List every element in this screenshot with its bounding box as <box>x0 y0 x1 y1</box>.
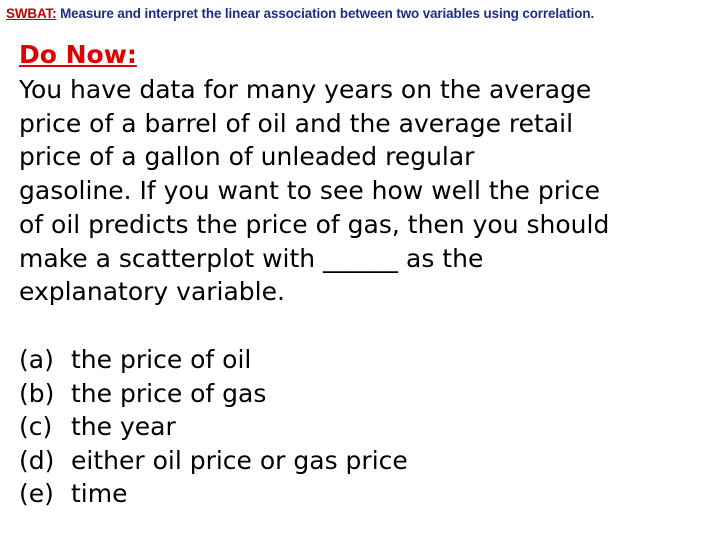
question-line: gasoline. If you want to see how well the price <box>19 176 601 206</box>
question-line: You have data for many years on the average <box>19 75 592 104</box>
choice-letter: (d) <box>19 445 55 475</box>
choice-text: the year <box>71 412 176 441</box>
choice-letter: (b) <box>19 378 55 408</box>
question-line: price of a barrel of oil and the average retail <box>19 108 574 138</box>
choice-letter: (e) <box>19 479 54 508</box>
do-now-title: Do Now: <box>19 40 137 69</box>
objective-header <box>6 6 718 21</box>
choice-text: the price of gas <box>71 378 267 408</box>
question-line: of oil predicts the price of gas, then you should <box>19 209 610 239</box>
question-line: make a scatterplot with ______ as the <box>19 243 484 273</box>
choice-d <box>19 444 408 478</box>
choice-letter: (c) <box>19 412 53 441</box>
question-line: explanatory variable. <box>19 277 285 307</box>
answer-choices <box>19 343 408 511</box>
choice-text: the price of oil <box>71 345 252 374</box>
question-text <box>19 73 709 309</box>
objective-text: Measure and interpret the linear association between two variables using correlation. <box>56 6 595 21</box>
question-line: price of a gallon of unleaded regular <box>19 142 475 172</box>
choice-text: time <box>71 479 128 508</box>
choice-a <box>19 343 408 377</box>
choice-text: either oil price or gas price <box>71 445 408 475</box>
swbat-label: SWBAT: <box>6 6 57 21</box>
choice-letter: (a) <box>19 345 54 374</box>
choice-e <box>19 477 408 511</box>
choice-c <box>19 410 408 444</box>
choice-b <box>19 377 408 411</box>
